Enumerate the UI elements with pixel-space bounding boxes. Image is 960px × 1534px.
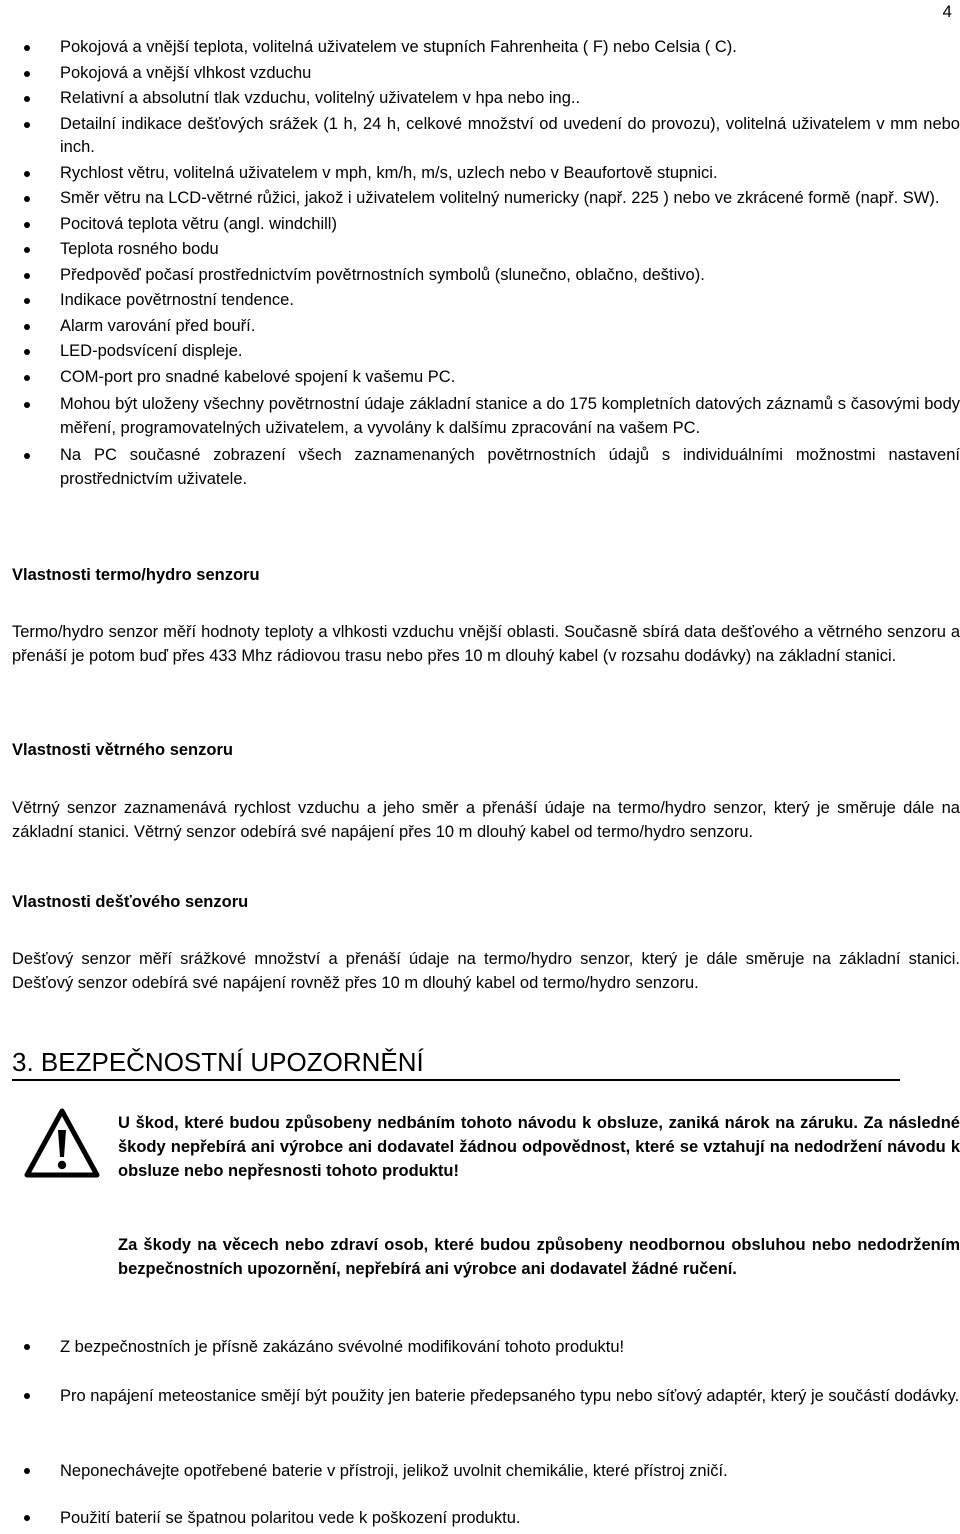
feature-list (12, 36, 960, 493)
warning-triangle-icon (24, 1108, 100, 1178)
warning-liability-text: U škod, které budou způsobeny nedbáním tohoto návodu k obsluze, zaniká nárok na záruku. Za následné škody nepřebírá ani výrobce ani dodavatel žádnou odpovědnost, které se vztahují na nedodržení návodu k obsluze nebo nepřesnosti tohoto produktu! (118, 1114, 960, 1180)
warning-damage-text: Za škody na věcech nebo zdraví osob, které budou způsobeny neodbornou obsluhou nebo nedodržením bezpečnostních upozornění, nepřebírá ani výrobce ani dodavatel žádné ručení. (118, 1236, 960, 1278)
thermo-hydro-text: Termo/hydro senzor měří hodnoty teploty a vlhkosti vzduchu vnější oblasti. Současně sbírá data dešťového a větrného senzoru a přenáší je potom buď přes 433 Mhz rádiovou trasu nebo přes 10 m dlouhý kabel (v rozsahu dodávky) na základní stanici. (12, 623, 960, 665)
list-item: Pokojová a vnější teplota, volitelná uživatelem ve stupních Fahrenheita ( F) nebo Celsia ( C). (12, 36, 960, 60)
wind-heading: Vlastnosti větrného senzoru (12, 741, 233, 759)
safety-list-3 (12, 1459, 960, 1483)
list-item: Teplota rosného bodu (12, 238, 960, 262)
list-item: Z bezpečnostních je přísně zakázáno svévolné modifikování tohoto produktu! (12, 1335, 960, 1359)
list-item: Alarm varování před bouří. (12, 315, 960, 339)
page-number: 4 (942, 2, 952, 21)
list-item: Pro napájení meteostanice smějí být použity jen baterie předepsaného typu nebo síťový adaptér, který je součástí dodávky. (12, 1384, 960, 1408)
rain-heading: Vlastnosti dešťového senzoru (12, 893, 249, 911)
wind-text: Větrný senzor zaznamenává rychlost vzduchu a jeho směr a přenáší údaje na termo/hydro senzor, který je směruje dále na základní stanici. Větrný senzor odebírá své napájení přes 10 m dlouhý kabel od termo/hydro senzoru. (12, 799, 960, 841)
list-item: Na PC současné zobrazení všech zaznamenaných povětrnostních údajů s individuálními možnostmi nastavení prostřednictvím uživatele. (12, 444, 960, 491)
list-item: Pokojová a vnější vlhkost vzduchu (12, 62, 960, 86)
safety-list-2 (12, 1384, 960, 1408)
list-item: Detailní indikace dešťových srážek (1 h, 24 h, celkové množství od uvedení do provozu), volitelná uživatelem v mm nebo inch. (12, 113, 960, 160)
list-item: Rychlost větru, volitelná uživatelem v mph, km/h, m/s, uzlech nebo v Beaufortově stupnici. (12, 162, 960, 186)
list-item: Mohou být uloženy všechny povětrnostní údaje základní stanice a do 175 kompletních datových záznamů s časovými body měření, programovatelných uživatelem, a vyvolány k dalšímu zpracování na vašem PC. (12, 393, 960, 440)
list-item: Směr větru na LCD-větrné růžici, jakož i uživatelem volitelný numericky (např. 225 ) nebo ve zkrácené formě (např. SW). (12, 187, 960, 211)
safety-list-4 (12, 1506, 960, 1530)
list-item: Pocitová teplota větru (angl. windchill) (12, 213, 960, 237)
list-item: Indikace povětrnostní tendence. (12, 289, 960, 313)
safety-list-1 (12, 1335, 960, 1359)
list-item: Předpověď počasí prostřednictvím povětrnostních symbolů (slunečno, oblačno, deštivo). (12, 264, 960, 288)
thermo-hydro-heading: Vlastnosti termo/hydro senzoru (12, 566, 260, 584)
list-item: Použití baterií se špatnou polaritou vede k poškození produktu. (12, 1506, 960, 1530)
rain-text: Dešťový senzor měří srážkové množství a přenáší údaje na termo/hydro senzor, který je dále směruje na základní stanici. Dešťový senzor odebírá své napájení rovněž přes 10 m dlouhý kabel od termo/hydro senzoru. (12, 950, 960, 992)
safety-section-title: 3. BEZPEČNOSTNÍ UPOZORNĚNÍ (12, 1046, 900, 1081)
list-item: COM-port pro snadné kabelové spojení k vašemu PC. (12, 366, 960, 390)
list-item: Neponechávejte opotřebené baterie v přístroji, jelikož uvolnit chemikálie, které přístroj zničí. (12, 1459, 960, 1483)
list-item: Relativní a absolutní tlak vzduchu, volitelný uživatelem v hpa nebo ing.. (12, 87, 960, 111)
list-item: LED-podsvícení displeje. (12, 340, 960, 364)
